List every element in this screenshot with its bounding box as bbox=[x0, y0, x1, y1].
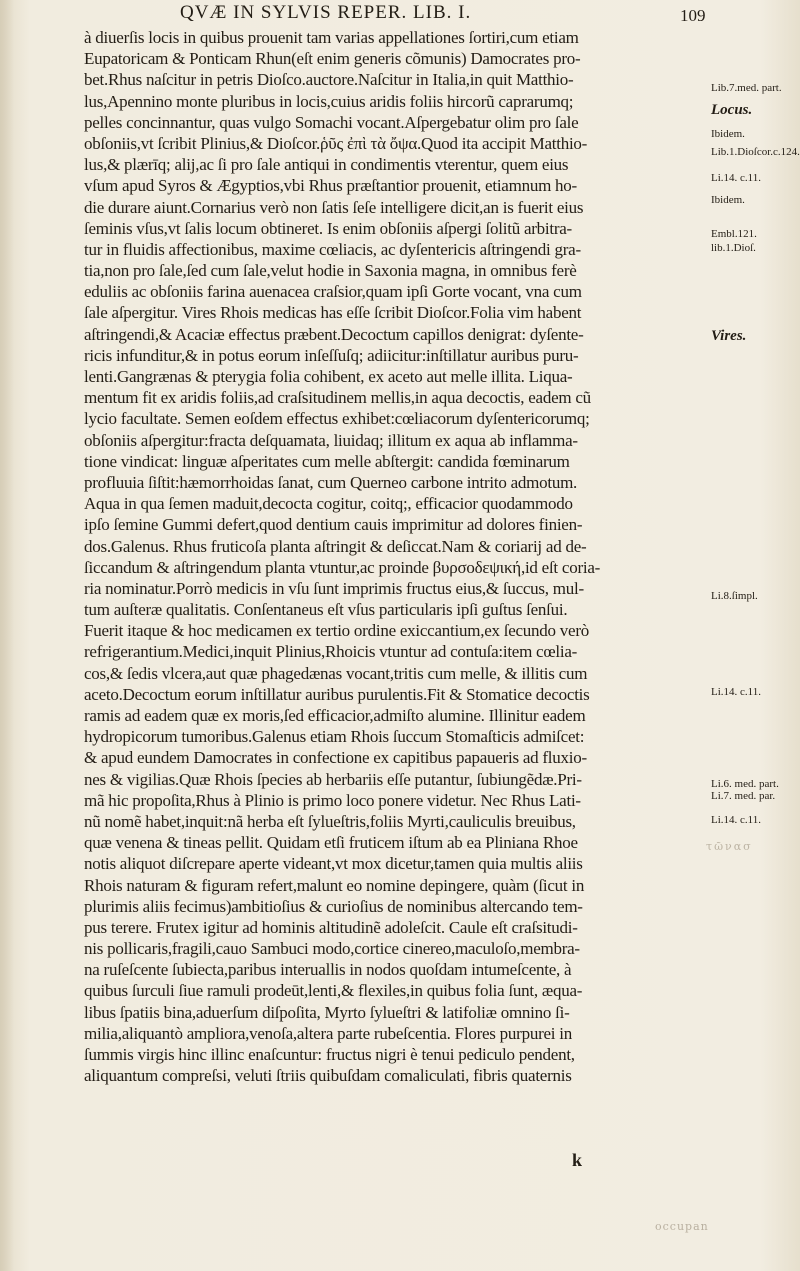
marginal-note: Li.14. c.11. bbox=[711, 172, 761, 184]
bleed-through-text: occupan bbox=[655, 1220, 709, 1233]
text-line: quibus ſurculi ſiue ramuli prodeūt,lenti,& flexiles,in quibus folia ſunt, æqua- bbox=[84, 981, 583, 1001]
text-line: ramis ad eadem quæ ex moris,ſed efficacior,admiſto alumine. Illinitur eadem bbox=[84, 706, 586, 725]
text-line: tia,non pro ſale,ſed cum ſale,velut hodie in Saxonia magna, in omnibus ferè bbox=[84, 261, 577, 281]
text-line: tur in fluidis affectionibus, maxime cœliacis, ac dyſentericis aſtringendi gra- bbox=[84, 239, 581, 259]
text-line: pus terere. Frutex igitur ad hominis altitudinẽ adoleſcit. Caule eſt craſsitudi- bbox=[84, 917, 578, 937]
text-line: bet.Rhus naſcitur in petris Dioſco.auctore.Naſcitur in Italia,in quit Matthio- bbox=[84, 70, 574, 90]
marginal-note: Lib.1.Dioſcor.c.124. bbox=[711, 146, 800, 158]
text-line: nis pollicaris,fragili,cauo Sambuci modo,cortice cinereo,maculoſo,membra- bbox=[84, 939, 580, 959]
text-line: lus,Apennino monte pluribus in locis,cuius aridis foliis hircorũ caprarumq; bbox=[84, 91, 574, 111]
text-line: dos.Galenus. Rhus fruticoſa planta aſtringit & deſiccat.Nam & coriarij ad de- bbox=[84, 536, 587, 556]
text-line: die durare aiunt.Cornarius verò non ſatis ſeſe intelligere dicit,an is fuerit eius bbox=[84, 197, 584, 217]
marginal-note: Li.14. c.11. bbox=[711, 814, 761, 826]
text-line: nes & vigilias.Quæ Rhois ſpecies ab herbariis eſſe putantur, ſubiungẽdæ.Pri- bbox=[84, 769, 582, 789]
text-line: aliquantum compreſsi, veluti ſtriis quibuſdam comaliculati, fibris quaternis bbox=[84, 1066, 572, 1086]
text-line: ſale aſpergitur. Vires Rhois medicas has eſſe ſcribit Dioſcor.Folia vim habent bbox=[84, 303, 582, 323]
text-line: Eupatoricam & Ponticam Rhun(eſt enim generis cõmunis) Damocrates pro- bbox=[84, 49, 581, 69]
text-line: lycio facultate. Semen eoſdem effectus exhibet:cœliacorum dyſentericorumq; bbox=[84, 409, 590, 429]
marginal-note: Vires. bbox=[711, 328, 747, 344]
text-line: refrigerantium.Medici,inquit Plinius,Rhoicis vtuntur ad contuſa:item cœlia- bbox=[84, 642, 578, 662]
text-line: quæ venena & tineas pellit. Quidam etſi fruticem iſtum ab ea Pliniana Rhoe bbox=[84, 833, 578, 853]
text-line: obſoniis aſpergitur:fracta deſquamata, liuidaq; illitum ex aqua ab inflamma- bbox=[84, 430, 578, 450]
text-line: aceto.Decoctum eorum inſtillatur auribus purulentis.Fit & Stomatice decoctis bbox=[84, 684, 590, 704]
marginal-note: Ibidem. bbox=[711, 128, 745, 140]
text-line: lenti.Gangrænas & pterygia folia cohibent, ex aceto aut melle illita. Liqua- bbox=[84, 367, 573, 386]
text-line: lus,& plærīq; alij,ac ſi pro ſale antiqui in condimentis vterentur, quem eius bbox=[84, 155, 569, 175]
marginal-note: Locus. bbox=[711, 102, 753, 118]
text-line: ſiccandum & aſtringendum planta vtuntur,ac proinde βυρσοδεψική,id eſt coria- bbox=[84, 557, 601, 577]
text-line: mã hic propoſita,Rhus à Plinio is primo loco ponere videtur. Nec Rhus Lati- bbox=[84, 790, 581, 810]
marginal-note: Li.8.ſimpl. bbox=[711, 590, 758, 602]
text-line: notis aliquot diſcrepare aperte videant,vt mox dicetur,tamen quia multis aliis bbox=[84, 854, 583, 874]
text-line: Rhois naturam & figuram refert,malunt eo nomine depingere, quàm (ſicut in bbox=[84, 875, 585, 895]
text-line: libus ſpatiis bina,aduerſum diſpoſita, Myrto ſylueſtri & latifoliæ omnino ſi- bbox=[84, 1002, 570, 1022]
text-line: hydropicorum tumoribus.Galenus etiam Rhois ſuccum Stomaſticis admiſcet: bbox=[84, 727, 585, 747]
signature-mark: k bbox=[572, 1150, 583, 1170]
text-line: ſummis virgis hinc illinc enaſcuntur: fructus nigri è tenui pediculo pendent, bbox=[84, 1045, 575, 1064]
text-line: ricis infunditur,& in potus eorum inſeſſuſq; adiicitur:inſtillatur auribus puru- bbox=[84, 345, 579, 365]
marginal-note: Embl.121. bbox=[711, 228, 757, 240]
text-line: aſtringendi,& Acaciæ effectus præbent.Decoctum capillos denigrat: dyſente- bbox=[84, 324, 584, 344]
text-line: pelles concinnantur, quas vulgo Somachi vocant.Aſpergebatur olim pro ſale bbox=[84, 112, 579, 132]
marginal-note: Li.14. c.11. bbox=[711, 686, 761, 698]
text-line: nũ nomẽ habet,inquit:nã herba eſt ſylueſtris,foliis Myrti,cauliculis breuibus, bbox=[84, 811, 576, 831]
text-line: ria nominatur.Porrò medicis in vſu ſunt imprimis fructus eius,& ſuccus, mul- bbox=[84, 578, 584, 598]
marginal-note: Ibidem. bbox=[711, 194, 745, 206]
text-line: milia,aliquantò ampliora,venoſa,altera parte rubeſcentia. Flores purpurei in bbox=[84, 1023, 572, 1043]
text-line: vſum apud Syros & Ægyptios,vbi Rhus præſtantior prouenit, etiamnum ho- bbox=[84, 176, 577, 196]
marginal-note: lib.1.Dioſ. bbox=[711, 242, 756, 254]
text-line: ipſo ſemine Gummi defert,quod dentium cauis imprimitur ad dolores finien- bbox=[84, 515, 583, 535]
text-line: à diuerſis locis in quibus prouenit tam varias appellationes ſortiri,cum etiam bbox=[84, 28, 579, 47]
main-text-block bbox=[84, 27, 702, 1086]
text-line: Aqua in qua ſemen maduit,decocta cogitur, coitq;, efficacior quodammodo bbox=[84, 494, 573, 514]
text-line: na ruſeſcente ſubiecta,paribus interuallis in nodos quoſdam intumeſcente, à bbox=[84, 960, 572, 980]
text-line: cos,& ſedis vlcera,aut quæ phagedænas vocant,tritis cum melle, & illitis cum bbox=[84, 663, 588, 683]
text-line: tione vindicat: linguæ aſperitates cum melle abſtergit: candida fœminarum bbox=[84, 451, 570, 471]
text-line: eduliis ac obſoniis farina auenacea craſsior,quam ipſi Gorte vocant, vna cum bbox=[84, 282, 582, 302]
page-gutter-shadow bbox=[0, 0, 14, 1271]
text-line: profluuia ſiſtit:hæmorrhoidas ſanat, cum Querneo carbone intrito admotum. bbox=[84, 472, 578, 492]
marginal-note: Lib.7.med. part. bbox=[711, 82, 782, 94]
running-title: QVÆ IN SYLVIS REPER. LIB. I. bbox=[180, 2, 472, 23]
bleed-through-text: τῶνασ bbox=[706, 840, 753, 853]
page-number: 109 bbox=[680, 6, 706, 25]
text-line: mentum fit ex aridis foliis,ad craſsitudinem mellis,in aqua decoctis, eadem cũ bbox=[84, 388, 591, 408]
text-line: Fuerit itaque & hoc medicamen ex tertio ordine exiccantium,ex ſecundo verò bbox=[84, 621, 590, 641]
text-line: tum auſteræ qualitatis. Conſentaneus eſt vſus particularis ipſi guſtus ſenſui. bbox=[84, 600, 568, 620]
marginal-note: Li.7. med. par. bbox=[711, 790, 776, 802]
text-line: plurimis aliis fecimus)ambitioſius & curioſius de nominibus altercando tem- bbox=[84, 896, 583, 916]
text-line: & apud eundem Damocrates in confectione ex capitibus papaueris ad fluxio- bbox=[84, 748, 587, 768]
text-line: ſeminis vſus,vt ſalis locum obtineret. Is enim obſoniis aſpergi ſolitũ arbitra- bbox=[84, 218, 572, 238]
text-line: obſoniis,vt ſcribit Plinius,& Dioſcor.ῥῦς ἐπὶ τὰ ὄψα.Quod ita accipit Matthio- bbox=[84, 133, 588, 153]
marginal-note: Li.6. med. part. bbox=[711, 778, 779, 790]
